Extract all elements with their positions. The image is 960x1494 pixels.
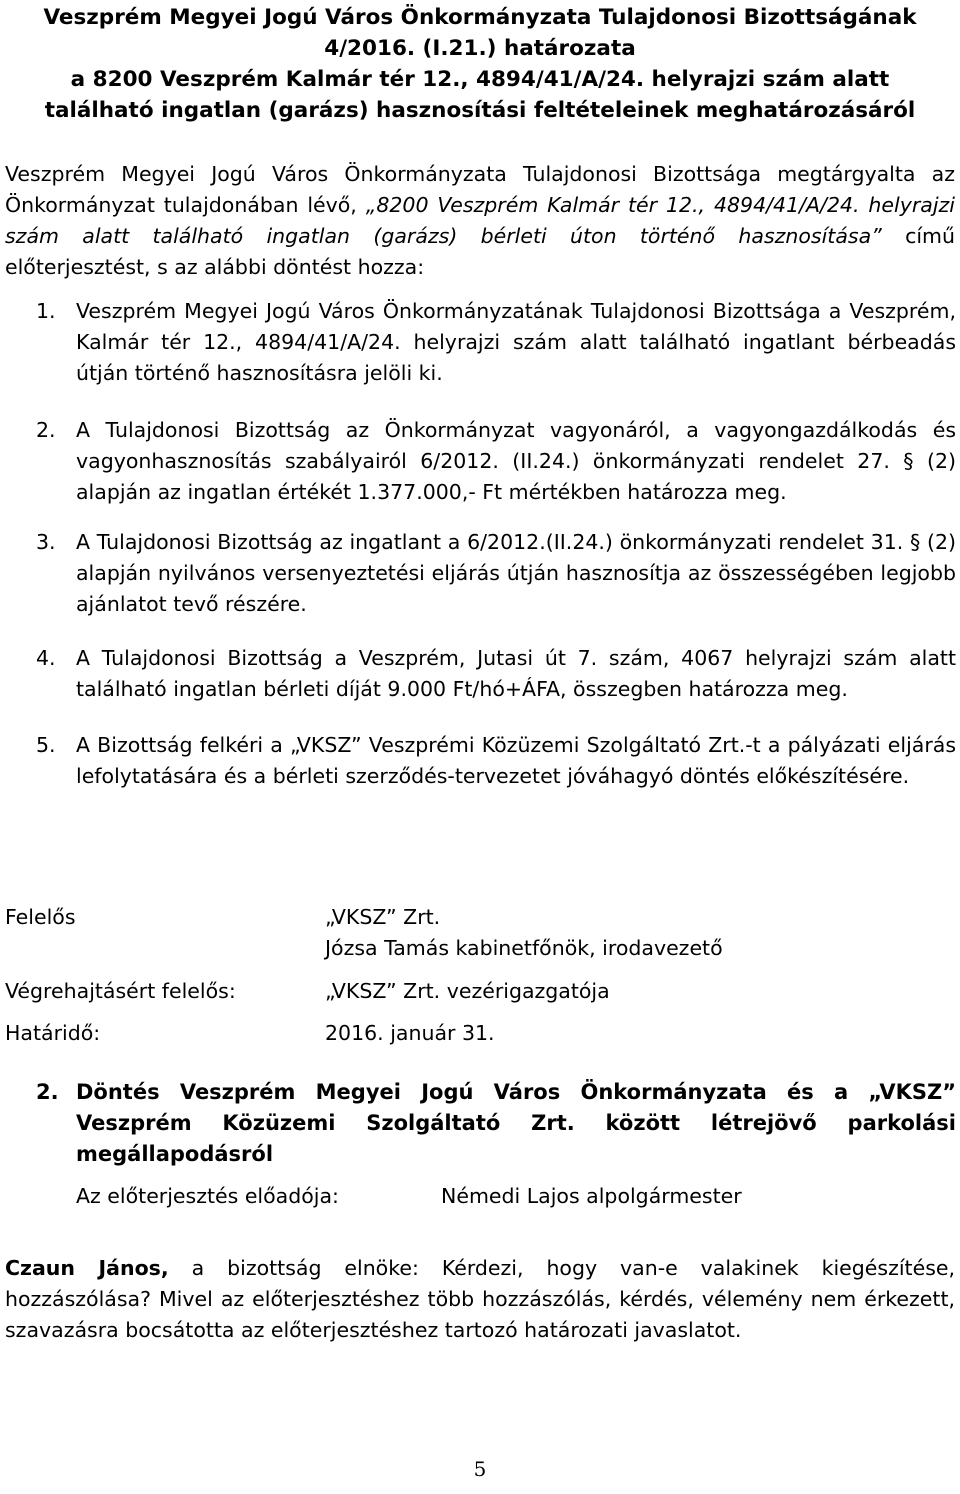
presenter-value: Némedi Lajos alpolgármester (441, 1184, 742, 1208)
decision-item-5 (36, 730, 956, 792)
page-number: 5 (473, 1457, 487, 1481)
item-number: 3. (36, 530, 56, 554)
item-text: Veszprém Megyei Jogú Város Önkormányzatának Tulajdonosi Bizottsága a Veszprém, Kalmár tér 12., 4894/41/A/24. helyrajzi szám alatt található ingatlant bérbeadás útján történő hasznosításra jelöli ki. (76, 299, 956, 385)
decision-item-2 (36, 415, 956, 508)
section-2-heading (36, 1077, 956, 1170)
intro-text-after: című előterjesztést, s az alábbi döntést hozza: (5, 224, 955, 279)
felelos-value-1: „VKSZ” Zrt. (325, 905, 441, 929)
section-title: Döntés Veszprém Megyei Jogú Város Önkormányzata és a „VKSZ” Veszprém Közüzemi Szolgáltató Zrt. között létrejövő parkolási megállapodásról (76, 1080, 956, 1166)
intro-italic-title: „8200 Veszprém Kalmár tér 12., 4894/41/A/24. helyrajzi szám alatt található ingatlan (garázs) bérleti úton történő hasznosítása” (5, 193, 956, 248)
hatarido-value: 2016. január 31. (325, 1021, 495, 1045)
closing-text: a bizottság elnöke: Kérdezi, hogy van-e valakinek kiegészítése, hozzászólása? Mivel az előterjesztéshez több hozzászólás, kérdés, vélemény nem érkezett, szavazásra bocsátotta az előterjesztéshez tartozó határozati javaslatot. (5, 1256, 956, 1342)
item-number: 4. (36, 646, 56, 670)
item-number: 1. (36, 299, 56, 323)
vegrehajtas-value: „VKSZ” Zrt. vezérigazgatója (325, 979, 610, 1003)
item-text: A Bizottság felkéri a „VKSZ” Veszprémi Közüzemi Szolgáltató Zrt.-t a pályázati eljárás lefolytatására és a bérleti szerződés-tervezetet jóváhagyó döntés előkészítésére. (76, 733, 956, 788)
title-line-1: Veszprém Megyei Jogú Város Önkormányzata Tulajdonosi Bizottságának (43, 5, 917, 30)
decision-item-3 (36, 527, 956, 620)
felelos-value-2: Józsa Tamás kabinetfőnök, irodavezető (325, 936, 723, 960)
hatarido-label: Határidő: (5, 1021, 101, 1045)
title-line-3: a 8200 Veszprém Kalmár tér 12., 4894/41/A/24. helyrajzi szám alatt (70, 67, 890, 92)
item-text: A Tulajdonosi Bizottság a Veszprém, Jutasi út 7. szám, 4067 helyrajzi szám alatt található ingatlan bérleti díját 9.000 Ft/hó+ÁFA, összegben határozza meg. (76, 646, 956, 701)
intro-paragraph (5, 159, 955, 283)
resolution-title (0, 2, 960, 126)
felelos-label: Felelős (5, 905, 76, 929)
decision-item-4 (36, 643, 956, 705)
decision-item-1 (36, 296, 956, 389)
item-number: 2. (36, 418, 56, 442)
title-line-2: 4/2016. (I.21.) határozata (324, 36, 636, 61)
item-number: 5. (36, 733, 56, 757)
intro-text-before: Veszprém Megyei Jogú Város Önkormányzata Tulajdonosi Bizottsága megtárgyalta az Önkormányzat tulajdonában lévő, (5, 162, 955, 217)
closing-paragraph (5, 1253, 955, 1346)
section-number: 2. (36, 1080, 59, 1104)
presenter-label: Az előterjesztés előadója: (76, 1184, 339, 1208)
item-text: A Tulajdonosi Bizottság az ingatlant a 6/2012.(II.24.) önkormányzati rendelet 31. § (2) alapján nyilvános versenyeztetési eljárás útján hasznosítja az összességében legjobb ajánlatot tevő részére. (76, 530, 956, 616)
item-text: A Tulajdonosi Bizottság az Önkormányzat vagyonáról, a vagyongazdálkodás és vagyonhasznosítás szabályairól 6/2012. (II.24.) önkormányzati rendelet 27. § (2) alapján az ingatlan értékét 1.377.000,- Ft mértékben határozza meg. (76, 418, 956, 504)
vegrehajtas-label: Végrehajtásért felelős: (5, 979, 236, 1003)
title-line-4: található ingatlan (garázs) hasznosítási feltételeinek meghatározásáról (44, 98, 916, 123)
chair-name: Czaun János, (5, 1256, 169, 1280)
